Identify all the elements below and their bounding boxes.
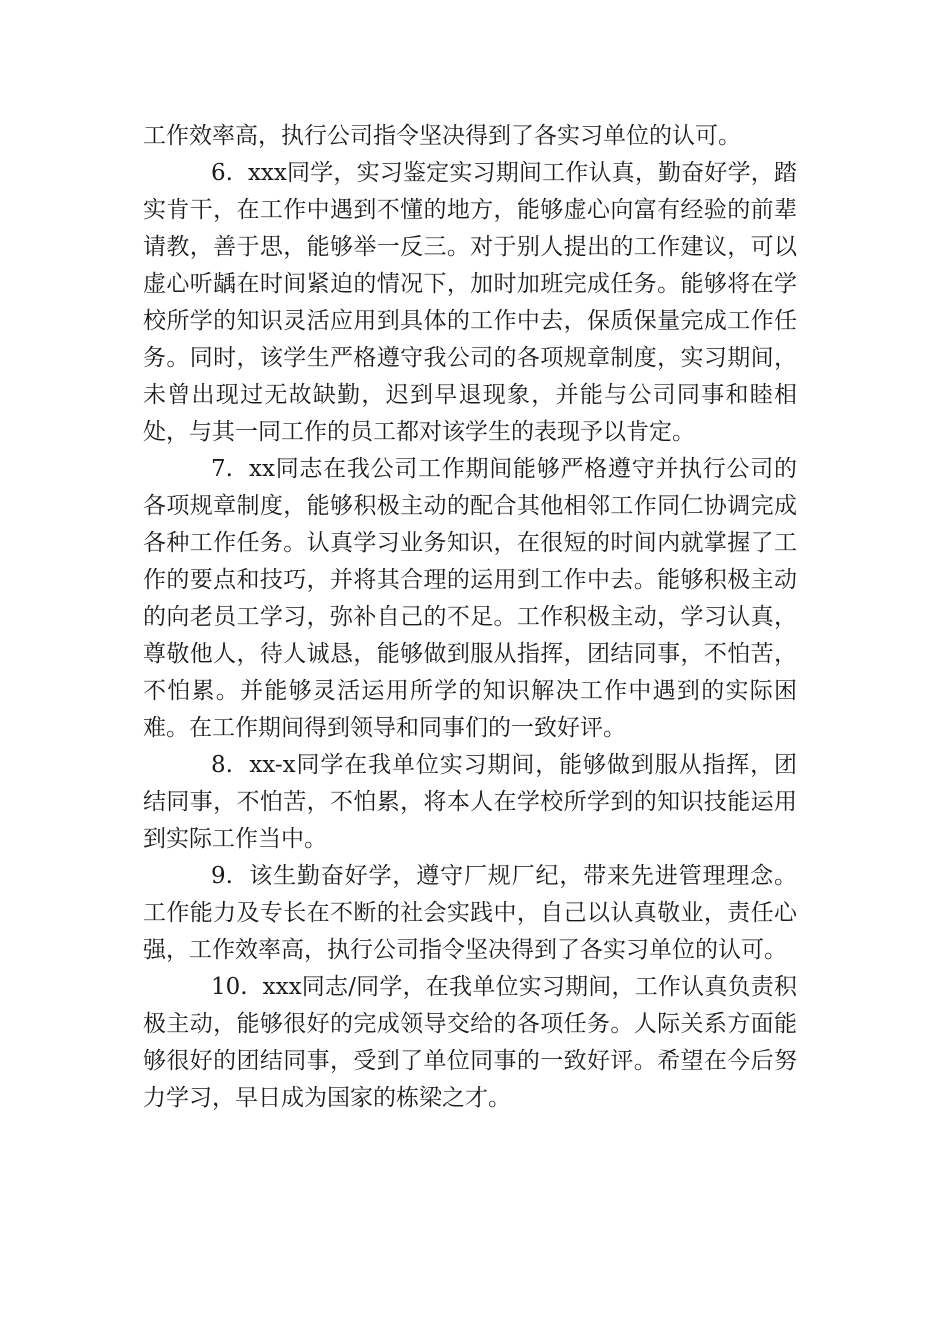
paragraph-item-6	[143, 155, 797, 451]
paragraph-item-9	[143, 858, 797, 969]
paragraph-text: xx-x同学在我单位实习期间，能够做到服从指挥，团结同事，不怕苦，不怕累，将本人在学校所学到的知识技能运用到实际工作当中。	[143, 752, 797, 852]
paragraph-number: 9.	[211, 863, 233, 889]
paragraph-number: 8.	[211, 752, 233, 778]
paragraph-number: 7.	[211, 456, 233, 482]
paragraph-number: 10.	[211, 974, 248, 1000]
paragraph-item-7	[143, 451, 797, 747]
paragraph-text: 该生勤奋好学，遵守厂规厂纪，带来先进管理理念。工作能力及专长在不断的社会实践中，自己以认真敬业，责任心强，工作效率高，执行公司指令坚决得到了各实习单位的认可。	[143, 863, 798, 963]
paragraph-item-8	[143, 747, 797, 858]
paragraph-text: xxx同志/同学，在我单位实习期间，工作认真负责积极主动，能够很好的完成领导交给的各项任务。人际关系方面能够很好的团结同事，受到了单位同事的一致好评。希望在今后努力学习，早日成为国家的栋梁之才。	[143, 974, 798, 1111]
paragraph-item-10	[143, 969, 797, 1117]
paragraph-continued	[143, 118, 797, 155]
paragraph-text: xxx同学，实习鉴定实习期间工作认真，勤奋好学，踏实肯干，在工作中遇到不懂的地方，能够虚心向富有经验的前辈请教，善于思，能够举一反三。对于别人提出的工作建议，可以虚心听龋在时间紧迫的情况下，加时加班完成任务。能够将在学校所学的知识灵活应用到具体的工作中去，保质保量完成工作任务。同时，该学生严格遵守我公司的各项规章制度，实习期间，未曾出现过无故缺勤，迟到早退现象，并能与公司同事和睦相处，与其一同工作的员工都对该学生的表现予以肯定。	[143, 160, 797, 445]
document-body	[143, 118, 797, 1117]
paragraph-text: 工作效率高，执行公司指令坚决得到了各实习单位的认可。	[143, 123, 741, 149]
paragraph-number: 6.	[211, 160, 233, 186]
paragraph-text: xx同志在我公司工作期间能够严格遵守并执行公司的各项规章制度，能够积极主动的配合其他相邻工作同仁协调完成各种工作任务。认真学习业务知识，在很短的时间内就掌握了工作的要点和技巧，并将其合理的运用到工作中去。能够积极主动的向老员工学习，弥补自己的不足。工作积极主动，学习认真，尊敬他人，待人诚恳，能够做到服从指挥，团结同事，不怕苦，不怕累。并能够灵活运用所学的知识解决工作中遇到的实际困难。在工作期间得到领导和同事们的一致好评。	[143, 456, 797, 741]
